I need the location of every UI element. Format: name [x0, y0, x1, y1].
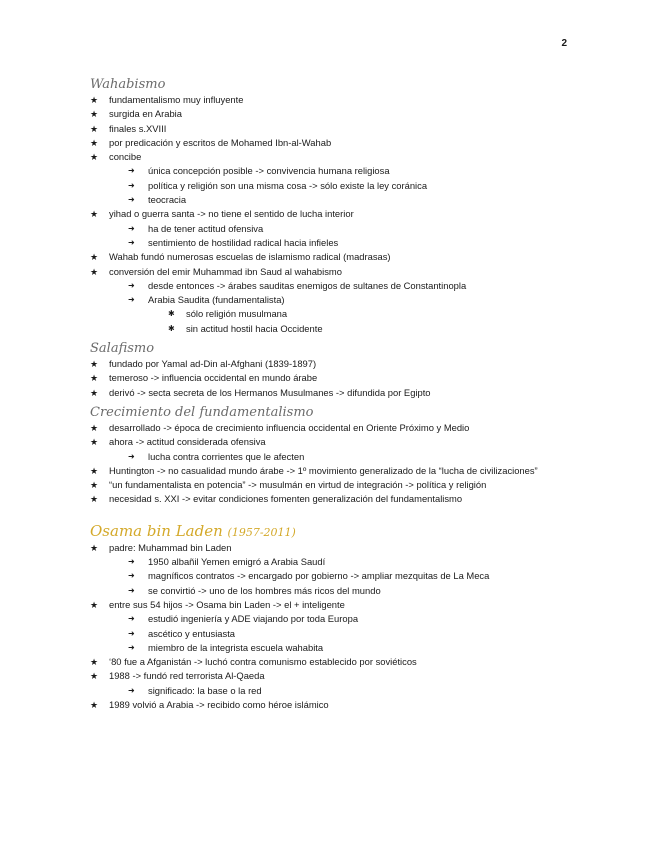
star-bullet-icon: ★: [90, 152, 99, 163]
list-item-text: derivó -> secta secreta de los Hermanos Musulmanes -> difundida por Egipto: [109, 386, 431, 398]
star-bullet-icon: ★: [90, 480, 99, 491]
list-item: [90, 236, 570, 250]
list-item-text: padre: Muhammad bin Laden: [109, 541, 232, 553]
list-item: [90, 584, 570, 598]
list-item: [90, 193, 570, 207]
arrow-bullet-icon: ➜: [128, 557, 135, 567]
star-bullet-icon: ★: [90, 252, 99, 263]
section-heading: Salafismo: [90, 341, 155, 357]
star-bullet-icon: ★: [90, 422, 99, 433]
section-heading: Crecimiento del fundamentalismo: [90, 404, 314, 420]
arrow-bullet-icon: ➜: [128, 166, 135, 176]
arrow-bullet-icon: ➜: [128, 642, 135, 652]
star-bullet-icon: ★: [90, 599, 99, 610]
star-bullet-icon: ★: [90, 657, 99, 668]
star-bullet-icon: ★: [90, 137, 99, 148]
section-list: [90, 421, 570, 507]
list-item: [90, 179, 570, 193]
list-item: [90, 322, 570, 336]
list-item-text: entre sus 54 hijos -> Osama bin Laden -> el + inteligente: [109, 598, 345, 610]
list-item-text: se convirtió -> uno de los hombres más ricos del mundo: [148, 584, 381, 596]
list-item-text: significado: la base o la red: [148, 684, 262, 696]
osama-title: Osama bin Laden: [90, 521, 223, 540]
list-item-text: 1988 -> fundó red terrorista Al-Qaeda: [109, 670, 265, 682]
list-item: [90, 655, 570, 669]
list-item: [90, 279, 570, 293]
list-item-text: surgida en Arabia: [109, 108, 182, 120]
list-item: [90, 612, 570, 626]
asterisk-bullet-icon: ✱: [168, 309, 175, 319]
list-item-text: finales s.XVIII: [109, 122, 167, 134]
star-bullet-icon: ★: [90, 437, 99, 448]
list-item-text: desde entonces -> árabes sauditas enemigos de sultanes de Constantinopla: [148, 279, 467, 291]
arrow-bullet-icon: ➜: [128, 571, 135, 581]
list-item: [90, 435, 570, 449]
list-item-text: por predicación y escritos de Mohamed Ibn-al-Wahab: [109, 136, 332, 148]
list-item-text: fundado por Yamal ad-Din al-Afghani (1839-1897): [109, 358, 317, 370]
list-item: [90, 478, 570, 492]
list-item: [90, 641, 570, 655]
list-item: [90, 357, 570, 371]
list-item-text: 1989 volvió a Arabia -> recibido como héroe islámico: [109, 698, 329, 710]
list-item-text: ahora -> actitud considerada ofensiva: [109, 436, 266, 448]
section-heading: Wahabismo: [90, 77, 166, 92]
page-number: 2: [561, 38, 567, 49]
list-item-text: Wahab fundó numerosas escuelas de islamismo radical (madrasas): [109, 251, 391, 263]
star-bullet-icon: ★: [90, 109, 99, 120]
list-item: [90, 371, 570, 385]
list-item: [90, 492, 570, 506]
osama-list: [90, 541, 570, 713]
arrow-bullet-icon: ➜: [128, 628, 135, 638]
list-item-text: política y religión son una misma cosa -> sólo existe la ley coránica: [148, 179, 428, 191]
list-item-text: desarrollado -> época de crecimiento influencia occidental en Oriente Próximo y Medio: [109, 421, 470, 433]
list-item: [90, 464, 570, 478]
sections-container: [90, 76, 570, 511]
list-item-text: lucha contra corrientes que le afecten: [148, 450, 305, 462]
list-item-text: sentimiento de hostilidad radical hacia infieles: [148, 236, 339, 248]
list-item-text: necesidad s. XXI -> evitar condiciones fomenten generalización del fundamentalismo: [109, 493, 463, 505]
star-bullet-icon: ★: [90, 671, 99, 682]
list-item: [90, 164, 570, 178]
list-item-text: ‘80 fue a Afganistán -> luchó contra comunismo establecido por soviéticos: [109, 656, 417, 668]
list-item: [90, 136, 570, 150]
list-item: [90, 222, 570, 236]
arrow-bullet-icon: ➜: [128, 685, 135, 695]
document-body: [90, 76, 570, 712]
arrow-bullet-icon: ➜: [128, 280, 135, 290]
list-item-text: sin actitud hostil hacia Occidente: [186, 322, 323, 334]
arrow-bullet-icon: ➜: [128, 295, 135, 305]
list-item-text: “un fundamentalista en potencia” -> musulmán en virtud de integración -> política y religión: [109, 479, 487, 491]
list-item: [90, 150, 570, 164]
list-item: [90, 569, 570, 583]
list-item: [90, 93, 570, 107]
list-item: [90, 450, 570, 464]
list-item: [90, 293, 570, 307]
list-item-text: temeroso -> influencia occidental en mundo árabe: [109, 372, 318, 384]
star-bullet-icon: ★: [90, 266, 99, 277]
list-item: [90, 386, 570, 400]
list-item: [90, 684, 570, 698]
list-item: [90, 698, 570, 712]
list-item-text: sólo religión musulmana: [186, 308, 288, 320]
list-item-text: teocracia: [148, 194, 187, 206]
osama-dates: (1957-2011): [227, 525, 296, 539]
list-item: [90, 669, 570, 683]
list-item-text: miembro de la integrista escuela wahabita: [148, 641, 324, 653]
list-item-text: concibe: [109, 151, 142, 163]
star-bullet-icon: ★: [90, 494, 99, 505]
star-bullet-icon: ★: [90, 699, 99, 710]
list-item: [90, 541, 570, 555]
list-item-text: yihad o guerra santa -> no tiene el sentido de lucha interior: [109, 208, 354, 220]
star-bullet-icon: ★: [90, 209, 99, 220]
list-item-text: ascético y entusiasta: [148, 627, 236, 639]
star-bullet-icon: ★: [90, 387, 99, 398]
section-list: [90, 357, 570, 400]
asterisk-bullet-icon: ✱: [168, 323, 175, 333]
list-item: [90, 307, 570, 321]
arrow-bullet-icon: ➜: [128, 195, 135, 205]
list-item-text: ha de tener actitud ofensiva: [148, 222, 264, 234]
list-item-text: única concepción posible -> convivencia humana religiosa: [148, 165, 390, 177]
list-item: [90, 265, 570, 279]
star-bullet-icon: ★: [90, 373, 99, 384]
section-list: [90, 93, 570, 336]
osama-heading: [90, 521, 570, 541]
star-bullet-icon: ★: [90, 95, 99, 105]
arrow-bullet-icon: ➜: [128, 237, 135, 247]
arrow-bullet-icon: ➜: [128, 614, 135, 624]
list-item-text: 1950 albañil Yemen emigró a Arabia Saudí: [148, 556, 326, 568]
list-item-text: Huntington -> no casualidad mundo árabe -> 1º movimiento generalizado de la “lucha de civilizaciones”: [109, 464, 538, 476]
arrow-bullet-icon: ➜: [128, 451, 135, 461]
arrow-bullet-icon: ➜: [128, 223, 135, 233]
list-item: [90, 555, 570, 569]
list-item-text: estudió ingeniería y ADE viajando por toda Europa: [148, 613, 359, 625]
star-bullet-icon: ★: [90, 123, 99, 134]
list-item-text: magníficos contratos -> encargado por gobierno -> ampliar mezquitas de La Meca: [148, 570, 490, 582]
list-item-text: conversión del emir Muhammad ibn Saud al wahabismo: [109, 265, 342, 277]
list-item: [90, 421, 570, 435]
list-item-text: fundamentalismo muy influyente: [109, 94, 244, 105]
star-bullet-icon: ★: [90, 542, 99, 553]
list-item: [90, 122, 570, 136]
list-item: [90, 107, 570, 121]
list-item-text: Arabia Saudita (fundamentalista): [148, 294, 285, 306]
star-bullet-icon: ★: [90, 465, 99, 476]
list-item: [90, 250, 570, 264]
list-item: [90, 627, 570, 641]
star-bullet-icon: ★: [90, 359, 99, 370]
arrow-bullet-icon: ➜: [128, 585, 135, 595]
arrow-bullet-icon: ➜: [128, 180, 135, 190]
list-item: [90, 207, 570, 221]
list-item: [90, 598, 570, 612]
